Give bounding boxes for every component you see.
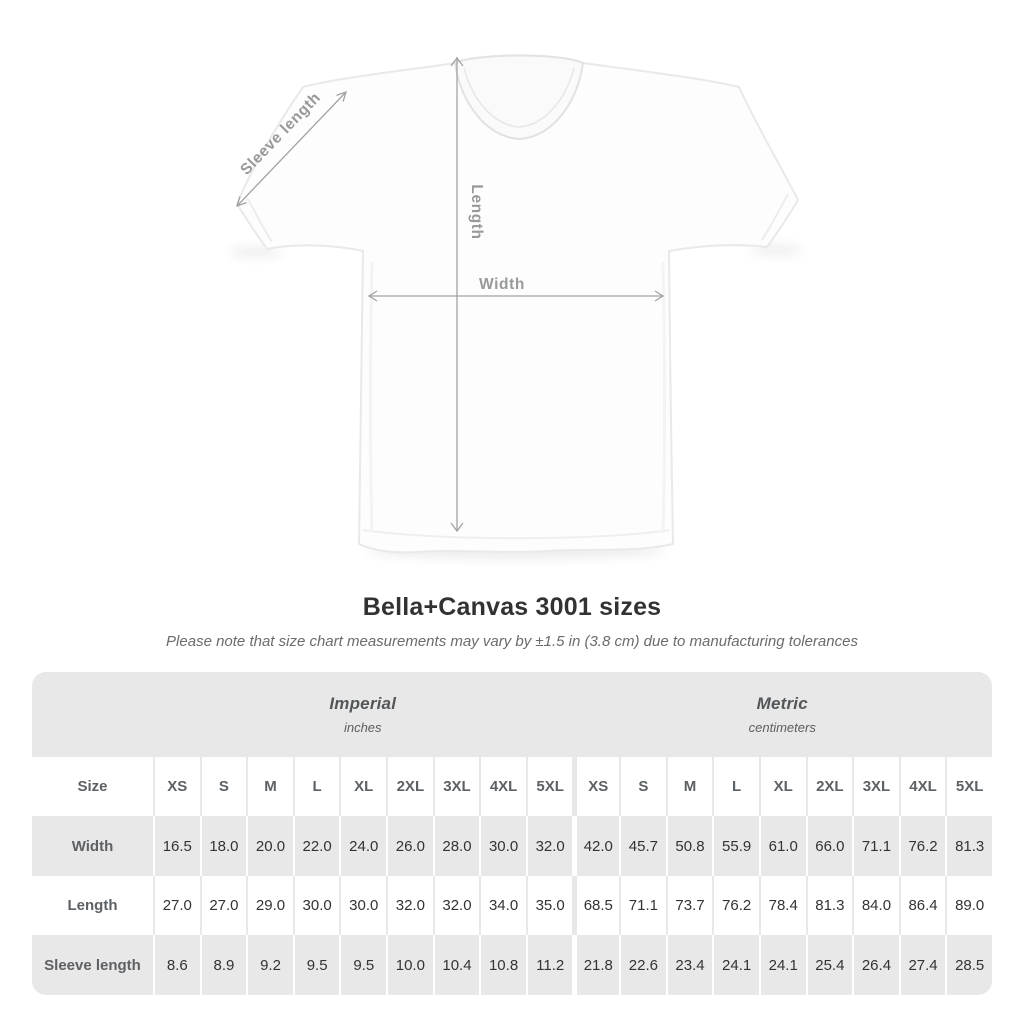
size-cell: 3XL: [433, 757, 480, 816]
corner-cell: [32, 672, 153, 757]
value-cell: 42.0: [572, 816, 619, 876]
metric-unit: centimeters: [748, 720, 816, 735]
size-cell: 2XL: [386, 757, 433, 816]
value-cell: 21.8: [572, 935, 619, 995]
value-cell: 45.7: [619, 816, 666, 876]
imperial-label: Imperial: [329, 694, 397, 713]
value-cell: 16.5: [153, 816, 200, 876]
value-cell: 24.1: [712, 935, 759, 995]
row-label: Length: [32, 876, 153, 935]
value-cell: 68.5: [572, 876, 619, 935]
tolerance-note: Please note that size chart measurements may vary by ±1.5 in (3.8 cm) due to manufacturing tolerances: [166, 633, 858, 650]
width-row: [32, 816, 992, 876]
size-cell: M: [666, 757, 713, 816]
size-cell: 5XL: [526, 757, 573, 816]
size-cell: 4XL: [899, 757, 946, 816]
size-cell: S: [200, 757, 247, 816]
value-cell: 22.6: [619, 935, 666, 995]
value-cell: 76.2: [899, 816, 946, 876]
value-cell: 50.8: [666, 816, 713, 876]
width-label: Width: [479, 276, 525, 293]
value-cell: 32.0: [433, 876, 480, 935]
value-cell: 84.0: [852, 876, 899, 935]
value-cell: 26.4: [852, 935, 899, 995]
size-cell: 2XL: [806, 757, 853, 816]
value-cell: 78.4: [759, 876, 806, 935]
value-cell: 34.0: [479, 876, 526, 935]
size-cell: L: [293, 757, 340, 816]
value-cell: 10.4: [433, 935, 480, 995]
value-cell: 32.0: [386, 876, 433, 935]
value-cell: 24.0: [339, 816, 386, 876]
size-cell: M: [246, 757, 293, 816]
size-cell: 3XL: [852, 757, 899, 816]
size-cell: 5XL: [945, 757, 992, 816]
metric-label: Metric: [756, 694, 808, 713]
value-cell: 9.2: [246, 935, 293, 995]
metric-group-header: [572, 672, 992, 757]
value-cell: 55.9: [712, 816, 759, 876]
value-cell: 86.4: [899, 876, 946, 935]
imperial-group-header: [153, 672, 572, 757]
value-cell: 26.0: [386, 816, 433, 876]
tshirt-fold-left: [371, 262, 373, 533]
value-cell: 9.5: [293, 935, 340, 995]
value-cell: 32.0: [526, 816, 573, 876]
value-cell: 27.4: [899, 935, 946, 995]
page-title: Bella+Canvas 3001 sizes: [362, 593, 662, 621]
value-cell: 9.5: [339, 935, 386, 995]
imperial-unit: inches: [343, 720, 382, 735]
unit-group-header-row: [32, 672, 992, 757]
value-cell: 10.0: [386, 935, 433, 995]
value-cell: 66.0: [806, 816, 853, 876]
value-cell: 28.0: [433, 816, 480, 876]
value-cell: 81.3: [806, 876, 853, 935]
value-cell: 8.6: [153, 935, 200, 995]
size-cell: XS: [572, 757, 619, 816]
value-cell: 10.8: [479, 935, 526, 995]
value-cell: 8.9: [200, 935, 247, 995]
value-cell: 35.0: [526, 876, 573, 935]
value-cell: 27.0: [153, 876, 200, 935]
value-cell: 76.2: [712, 876, 759, 935]
sleeve-length-label: Sleeve length: [237, 89, 325, 179]
tshirt-fold-right: [663, 262, 665, 533]
value-cell: 22.0: [293, 816, 340, 876]
size-cell: 4XL: [479, 757, 526, 816]
value-cell: 61.0: [759, 816, 806, 876]
row-label: Width: [32, 816, 153, 876]
size-column-header: Size: [32, 757, 153, 816]
size-table-container: [32, 672, 992, 995]
value-cell: 30.0: [479, 816, 526, 876]
size-cell: S: [619, 757, 666, 816]
size-cell: XL: [339, 757, 386, 816]
length-row: [32, 876, 992, 935]
size-table: [32, 672, 992, 995]
value-cell: 71.1: [619, 876, 666, 935]
row-label: Sleeve length: [32, 935, 153, 995]
value-cell: 18.0: [200, 816, 247, 876]
size-cell: XS: [153, 757, 200, 816]
value-cell: 23.4: [666, 935, 713, 995]
size-header-row: [32, 757, 992, 816]
value-cell: 27.0: [200, 876, 247, 935]
length-label: Length: [468, 184, 485, 240]
value-cell: 71.1: [852, 816, 899, 876]
size-cell: L: [712, 757, 759, 816]
size-cell: XL: [759, 757, 806, 816]
value-cell: 89.0: [945, 876, 992, 935]
value-cell: 29.0: [246, 876, 293, 935]
value-cell: 25.4: [806, 935, 853, 995]
value-cell: 11.2: [526, 935, 573, 995]
value-cell: 81.3: [945, 816, 992, 876]
value-cell: 30.0: [339, 876, 386, 935]
value-cell: 24.1: [759, 935, 806, 995]
value-cell: 30.0: [293, 876, 340, 935]
value-cell: 73.7: [666, 876, 713, 935]
sleeve-length-row: [32, 935, 992, 995]
value-cell: 20.0: [246, 816, 293, 876]
value-cell: 28.5: [945, 935, 992, 995]
